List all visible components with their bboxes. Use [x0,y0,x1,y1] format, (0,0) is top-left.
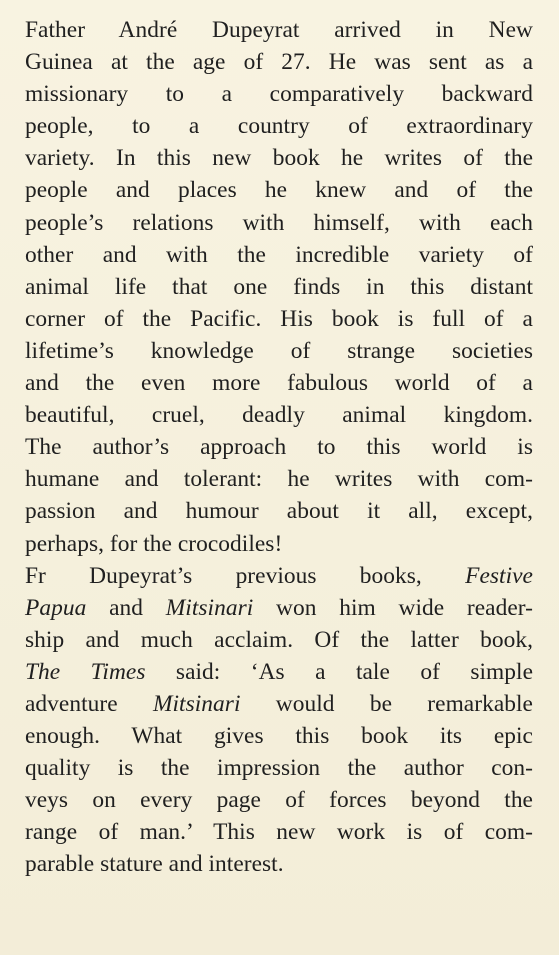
book-title: Festive [465,562,533,589]
text-line: perhaps, for the crocodiles! [25,530,283,557]
text-line: humane and tolerant: he writes with com- [25,466,533,493]
book-title: Mitsinari [165,594,254,621]
text-line: enough. What gives this book its epic [25,723,533,750]
text-line: ship and much acclaim. Of the latter book, [25,626,533,653]
text-line: beautiful, cruel, deadly animal kingdom. [25,402,533,429]
text-line: quality is the impression the author con- [25,755,533,782]
text-line: range of man.’ This new work is of com- [25,819,533,846]
text-line: Guinea at the age of 27. He was sent as a [25,49,533,76]
text-line: people, to a country of extraordinary [25,113,533,140]
blurb-text [25,14,533,881]
text-segment: Fr Dupeyrat’s previous books, [25,562,422,589]
text-line: people’s relations with himself, with each [25,209,533,236]
text-line: missionary to a comparatively backward [25,81,533,108]
book-title: Papua [25,594,87,621]
paragraph-1 [25,14,533,560]
text-line: corner of the Pacific. His book is full of a [25,305,533,332]
text-line: parable stature and interest. [25,851,284,878]
text-segment: won him wide reader- [276,594,533,621]
text-line: lifetime’s knowledge of strange societies [25,337,533,364]
text-line: other and with the incredible variety of [25,241,533,268]
text-line [25,560,533,592]
text-segment: and [109,594,144,621]
text-line: The author’s approach to this world is [25,434,533,461]
text-line: and the even more fabulous world of a [25,370,533,397]
newspaper-title: The Times [25,658,146,685]
text-segment: adventure [25,690,118,717]
text-segment: would be remarkable [275,690,533,717]
text-line: veys on every page of forces beyond the [25,787,533,814]
text-segment: said: ‘As a tale of simple [175,658,533,685]
book-title: Mitsinari [152,690,241,717]
text-line [25,688,533,720]
text-line: animal life that one finds in this distant [25,273,533,300]
text-line [25,592,533,624]
text-line: passion and humour about it all, except, [25,498,533,525]
paragraph-2 [25,560,533,881]
text-line [25,656,533,688]
text-line: variety. In this new book he writes of the [25,145,533,172]
text-line: people and places he knew and of the [25,177,533,204]
text-line: Father André Dupeyrat arrived in New [25,17,533,43]
